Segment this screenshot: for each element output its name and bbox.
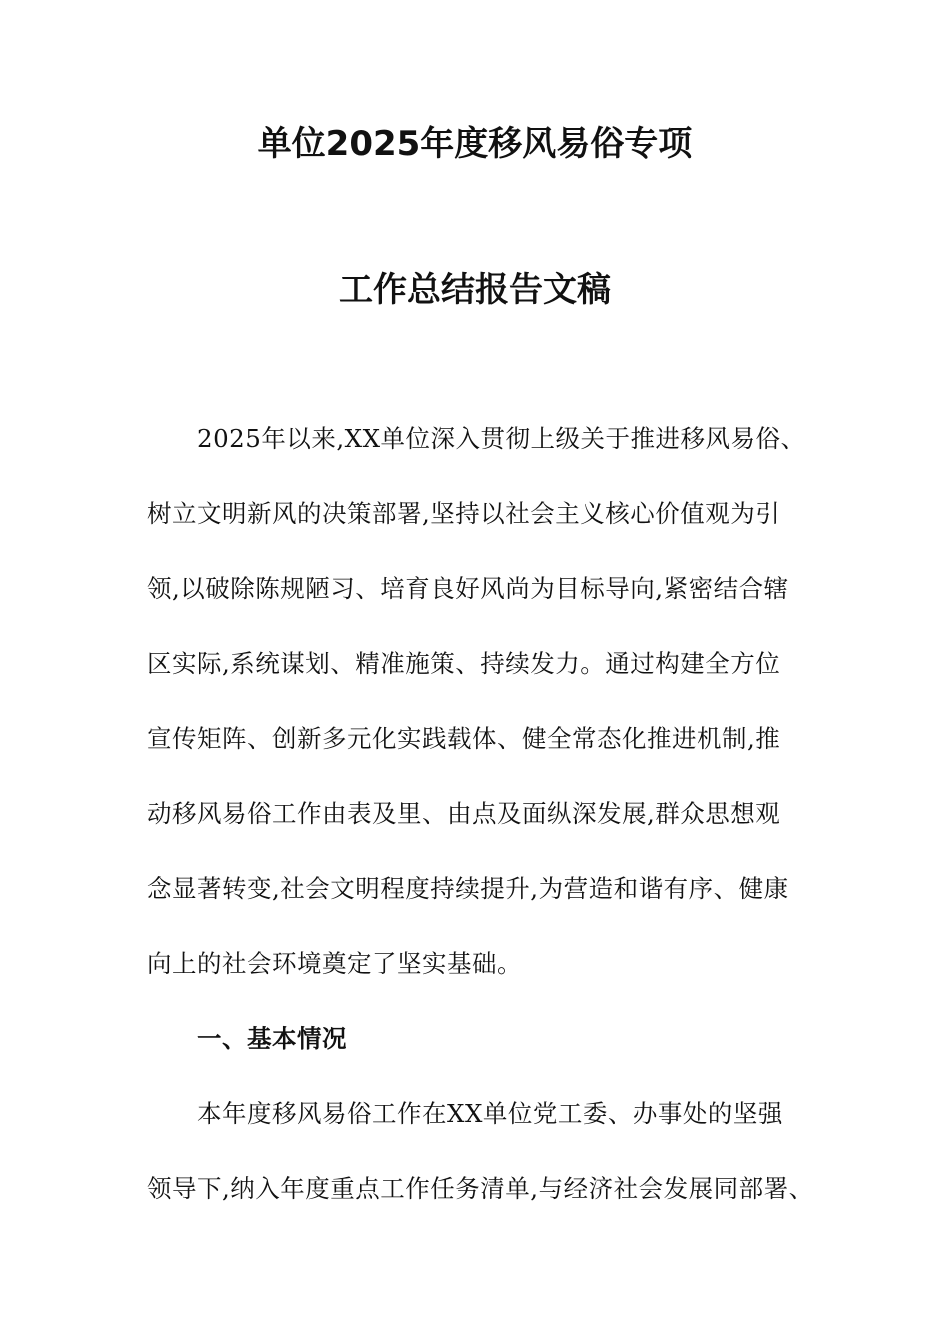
paragraph-line: 2025年以来,XX单位深入贯彻上级关于推进移风易俗、 [197,424,806,453]
paragraph-line: 树立文明新风的决策部署,坚持以社会主义核心价值观为引 [147,499,781,528]
section-heading-basic-situation: 一、基本情况 [197,1024,347,1053]
paragraph-line: 区实际,系统谋划、精准施策、持续发力。通过构建全方位 [147,649,781,678]
document-title-line-1: 单位2025年度移风易俗专项 [257,124,693,164]
document-title-line-2: 工作总结报告文稿 [339,270,611,310]
paragraph-line: 本年度移风易俗工作在XX单位党工委、办事处的坚强 [197,1099,783,1128]
paragraph-line: 领导下,纳入年度重点工作任务清单,与经济社会发展同部署、 [147,1174,814,1203]
paragraph-line: 宣传矩阵、创新多元化实践载体、健全常态化推进机制,推 [147,724,781,753]
paragraph-line: 领,以破除陈规陋习、培育良好风尚为目标导向,紧密结合辖 [147,574,789,603]
paragraph-line: 念显著转变,社会文明程度持续提升,为营造和谐有序、健康 [147,874,789,903]
paragraph-line: 动移风易俗工作由表及里、由点及面纵深发展,群众思想观 [147,799,781,828]
paragraph-line: 向上的社会环境奠定了坚实基础。 [147,949,522,978]
